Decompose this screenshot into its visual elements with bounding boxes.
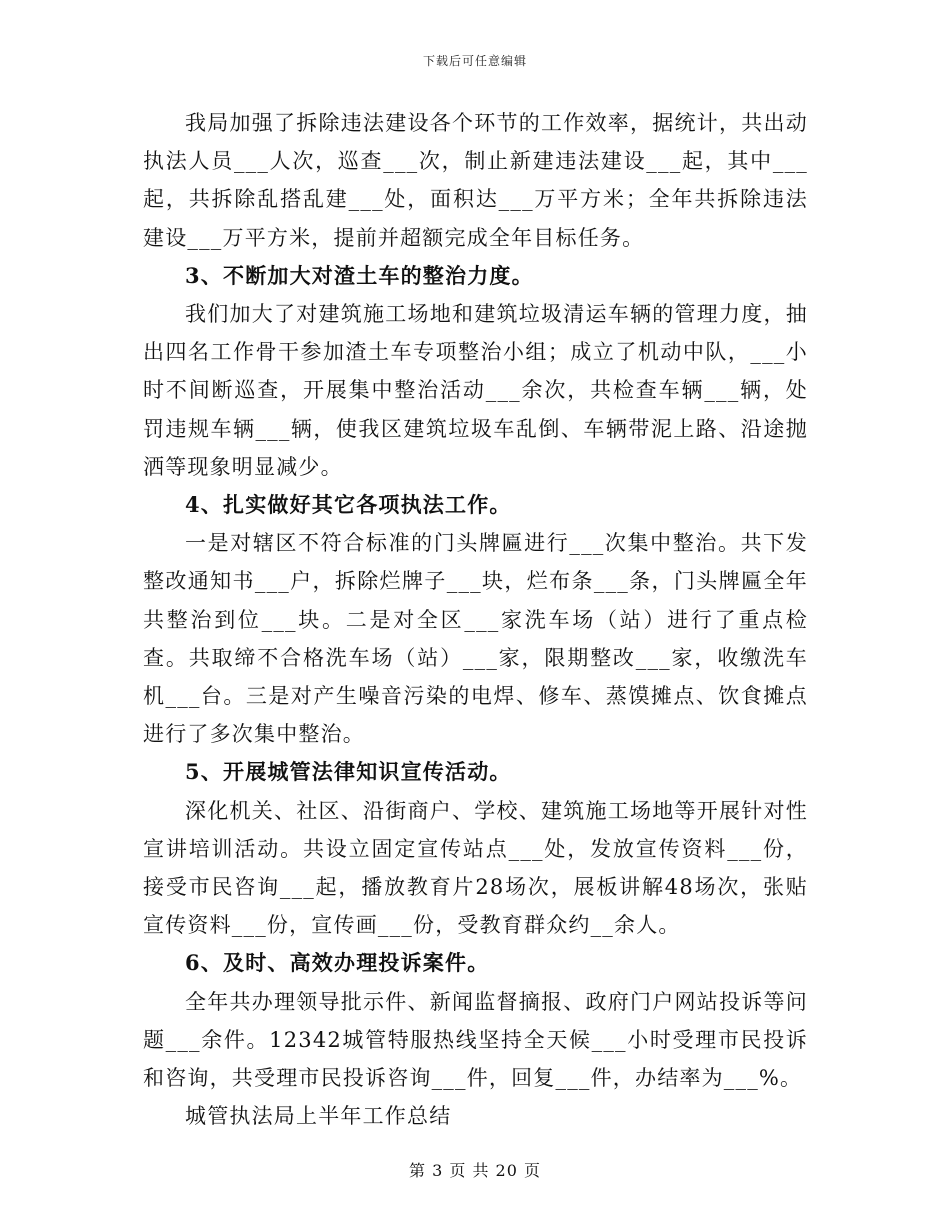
page-header: 下载后可任意编辑 xyxy=(422,54,527,68)
page-footer: 第 3 页 共 20 页 xyxy=(409,1161,541,1180)
paragraph-summary-title: 城管执法局上半年工作总结 xyxy=(185,1104,452,1129)
paragraph-other-enforcement: 一是对辖区不符合标准的门头牌匾进行___次集中整治。共下发整改通知书___户，拆除烂牌子___块，烂布条___条，门头牌匾全年共整治到位___块。二是对全区___家洗车场（站）进行了重点检查。共取缔不合格洗车场（站）___家，限期整改___家，收缴洗车机___台。三是对产生噪音污染的电焊、修车、蒸馍摊点、饮食摊点进行了多次集中整治。 xyxy=(143,531,808,747)
heading-other-enforcement: 4、扎实做好其它各项执法工作。 xyxy=(185,492,512,518)
heading-publicity: 5、开展城管法律知识宣传活动。 xyxy=(185,759,512,785)
document-body xyxy=(143,104,808,1135)
heading-complaints: 6、及时、高效办理投诉案件。 xyxy=(185,950,490,976)
paragraph-complaints: 全年共办理领导批示件、新闻监督摘报、政府门户网站投诉等问题___余件。12342城管特服热线坚持全天候___小时受理市民投诉和咨询，共受理市民投诉咨询___件，回复___件，办结率为___%。 xyxy=(143,989,808,1091)
heading-muck-truck: 3、不断加大对渣土车的整治力度。 xyxy=(185,262,534,288)
paragraph-muck-truck: 我们加大了对建筑施工场地和建筑垃圾清运车辆的管理力度，抽出四名工作骨干参加渣土车专项整治小组；成立了机动中队，___小时不间断巡查，开展集中整治活动___余次，共检查车辆___辆，处罚违规车辆___辆，使我区建筑垃圾车乱倒、车辆带泥上路、沿途抛洒等现象明显减少。 xyxy=(143,302,808,479)
paragraph-publicity: 深化机关、社区、沿街商户、学校、建筑施工场地等开展针对性宣讲培训活动。共设立固定宣传站点___处，发放宣传资料___份，接受市民咨询___起，播放教育片28场次，展板讲解48场次，张贴宣传资料___份，宣传画___份，受教育群众约__余人。 xyxy=(143,798,808,938)
paragraph-demolition: 我局加强了拆除违法建设各个环节的工作效率，据统计，共出动执法人员___人次，巡查___次，制止新建违法建设___起，其中___起，共拆除乱搭乱建___处，面积达___万平方米；全年共拆除违法建设___万平方米，提前并超额完成全年目标任务。 xyxy=(143,111,808,250)
